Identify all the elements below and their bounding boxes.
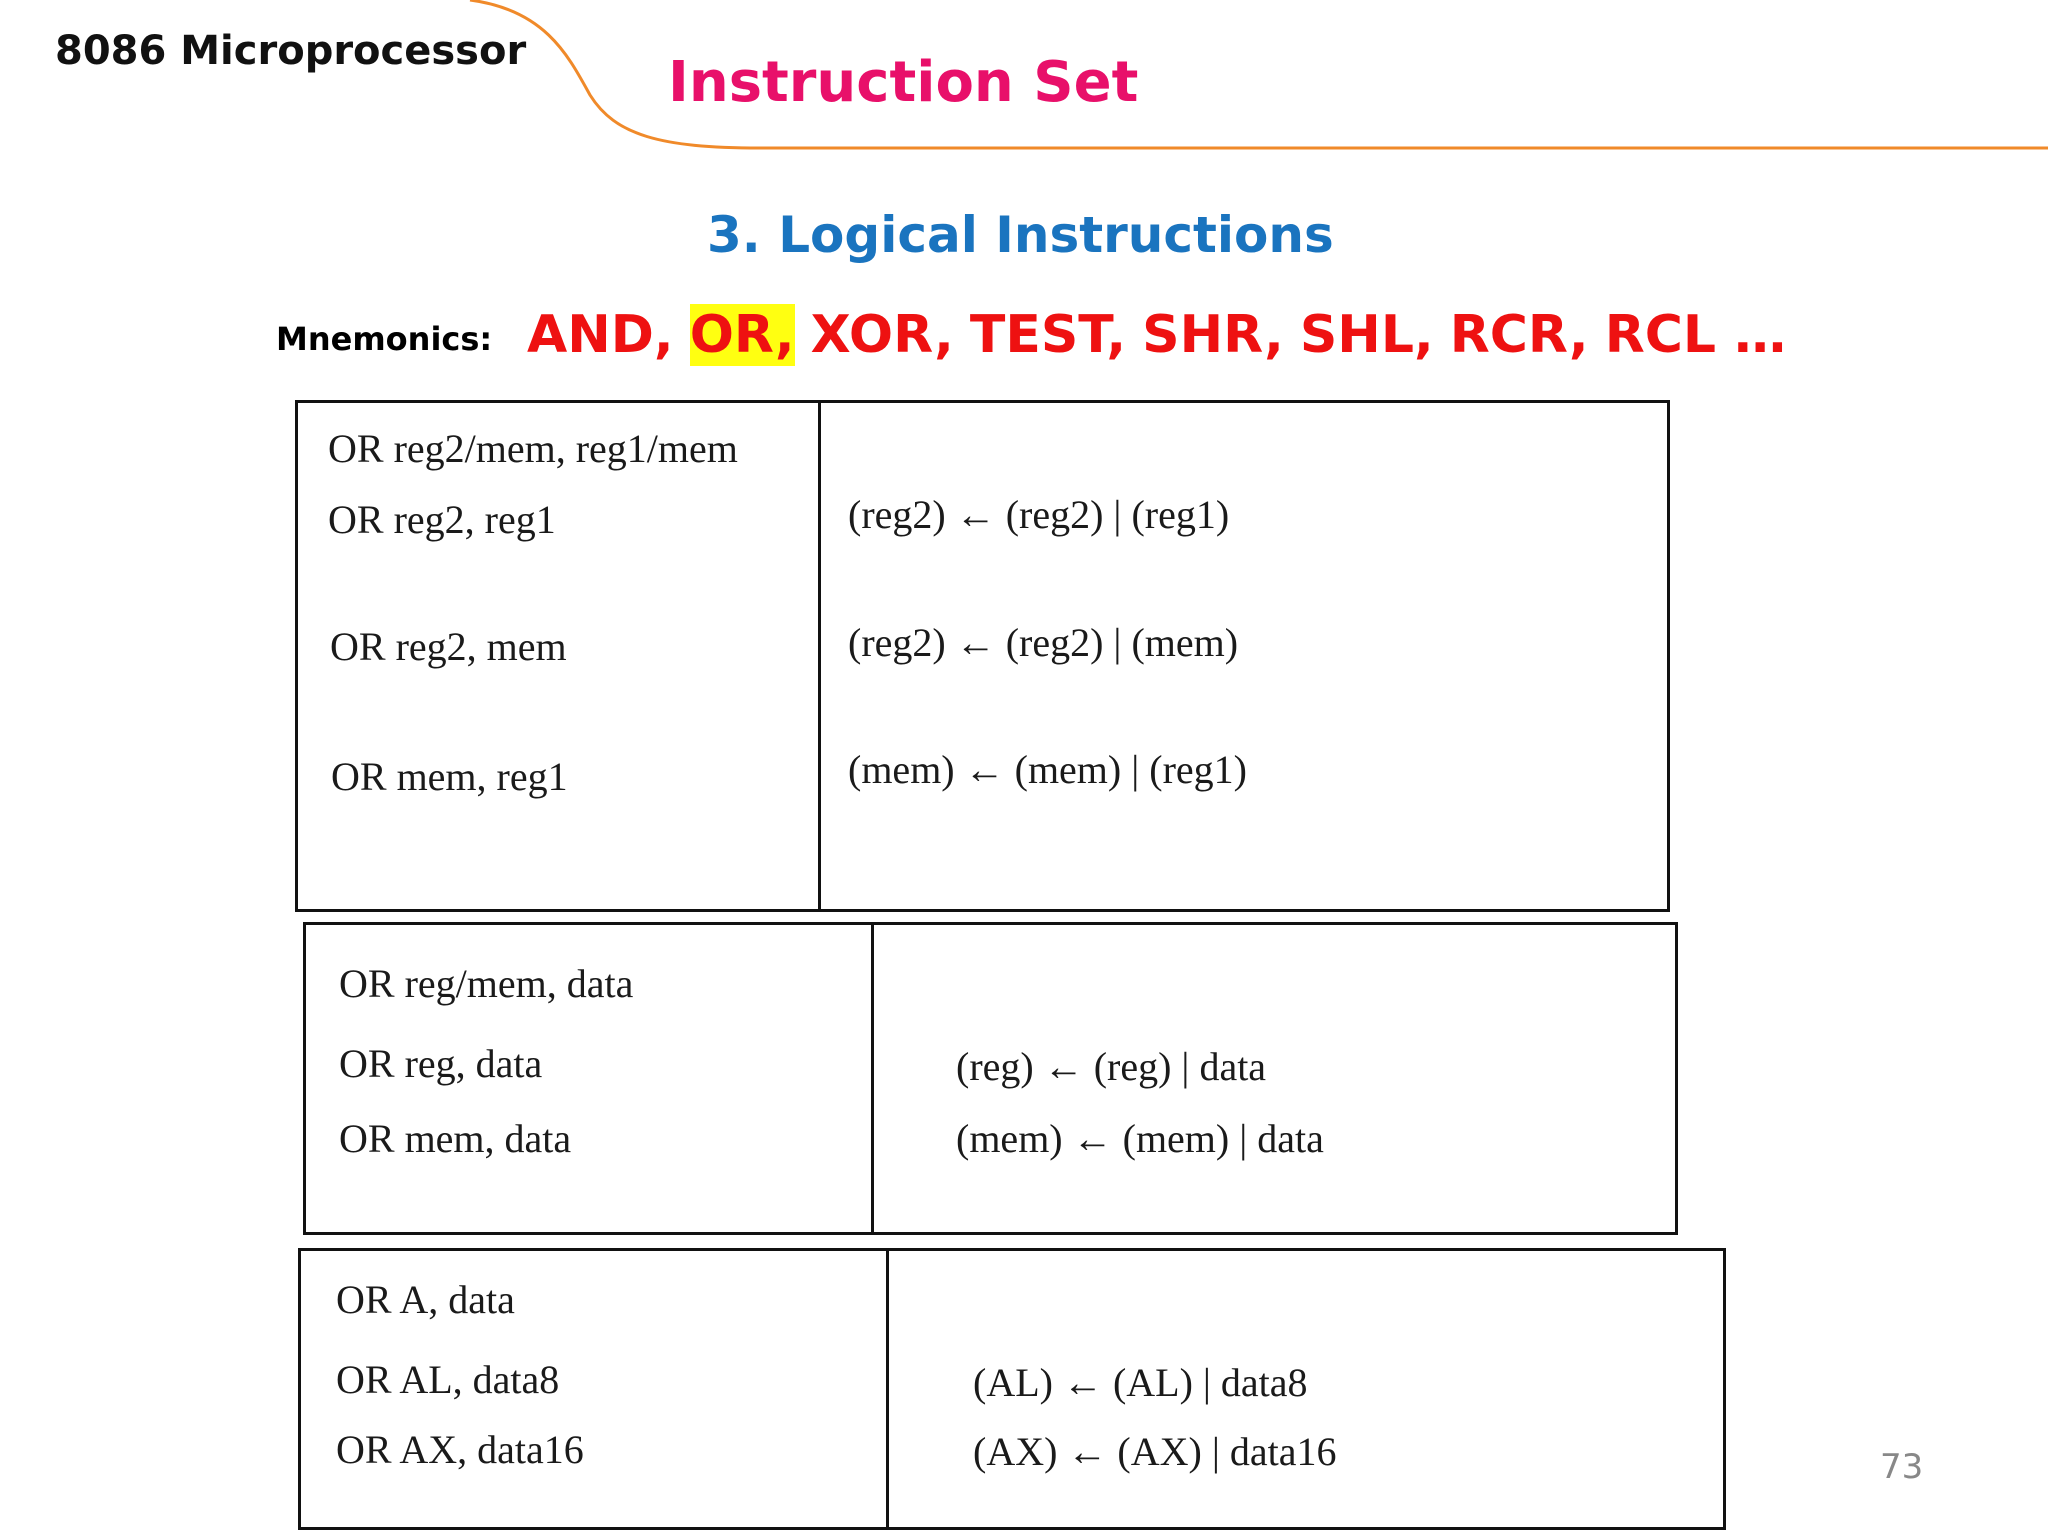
instruction-form: OR reg, data (339, 1041, 543, 1086)
instruction-form: OR reg2, mem (330, 624, 567, 669)
mnemonics-label: Mnemonics: (276, 320, 493, 358)
mnemonic-shr: SHR, (1142, 305, 1284, 365)
instruction-table-accumulator-data (298, 1248, 1726, 1530)
operation-description: (mem) ← (mem) | data (956, 1116, 1324, 1161)
operation-description: (reg2) ← (reg2) | (reg1) (848, 492, 1230, 537)
section-heading: 3. Logical Instructions (707, 206, 1334, 264)
instruction-table-reg-mem-data (303, 922, 1678, 1235)
instruction-form: OR mem, reg1 (331, 754, 568, 799)
instruction-form: OR AL, data8 (336, 1357, 560, 1402)
slide-title: Instruction Set (668, 50, 1139, 115)
instruction-form: OR A, data (336, 1277, 515, 1322)
column-divider (886, 1251, 889, 1527)
instruction-form: OR reg/mem, data (339, 961, 634, 1006)
mnemonic-or-highlighted: OR, (689, 305, 795, 365)
operation-description: (mem) ← (mem) | (reg1) (848, 747, 1247, 792)
column-divider (871, 925, 874, 1232)
instruction-table-reg-mem (295, 400, 1670, 912)
page-number: 73 (1880, 1447, 1924, 1487)
instruction-form: OR AX, data16 (336, 1427, 584, 1472)
operation-description: (AL) ← (AL) | data8 (973, 1360, 1308, 1405)
mnemonic-and: AND, (527, 305, 674, 365)
mnemonic-xor: XOR, (810, 305, 954, 365)
mnemonics-list (527, 304, 1786, 366)
mnemonic-rcr: RCR, (1449, 305, 1589, 365)
mnemonic-shl: SHL, (1299, 305, 1434, 365)
instruction-form: OR mem, data (339, 1116, 572, 1161)
operation-description: (reg) ← (reg) | data (956, 1044, 1267, 1089)
column-divider (818, 403, 821, 909)
mnemonic-test: TEST, (969, 305, 1127, 365)
operation-description: (AX) ← (AX) | data16 (973, 1429, 1337, 1474)
operation-description: (reg2) ← (reg2) | (mem) (848, 620, 1239, 665)
instruction-form: OR reg2, reg1 (328, 497, 556, 542)
instruction-form: OR reg2/mem, reg1/mem (328, 426, 738, 471)
course-title: 8086 Microprocessor (55, 28, 527, 74)
mnemonic-rcl: RCL … (1604, 305, 1787, 365)
